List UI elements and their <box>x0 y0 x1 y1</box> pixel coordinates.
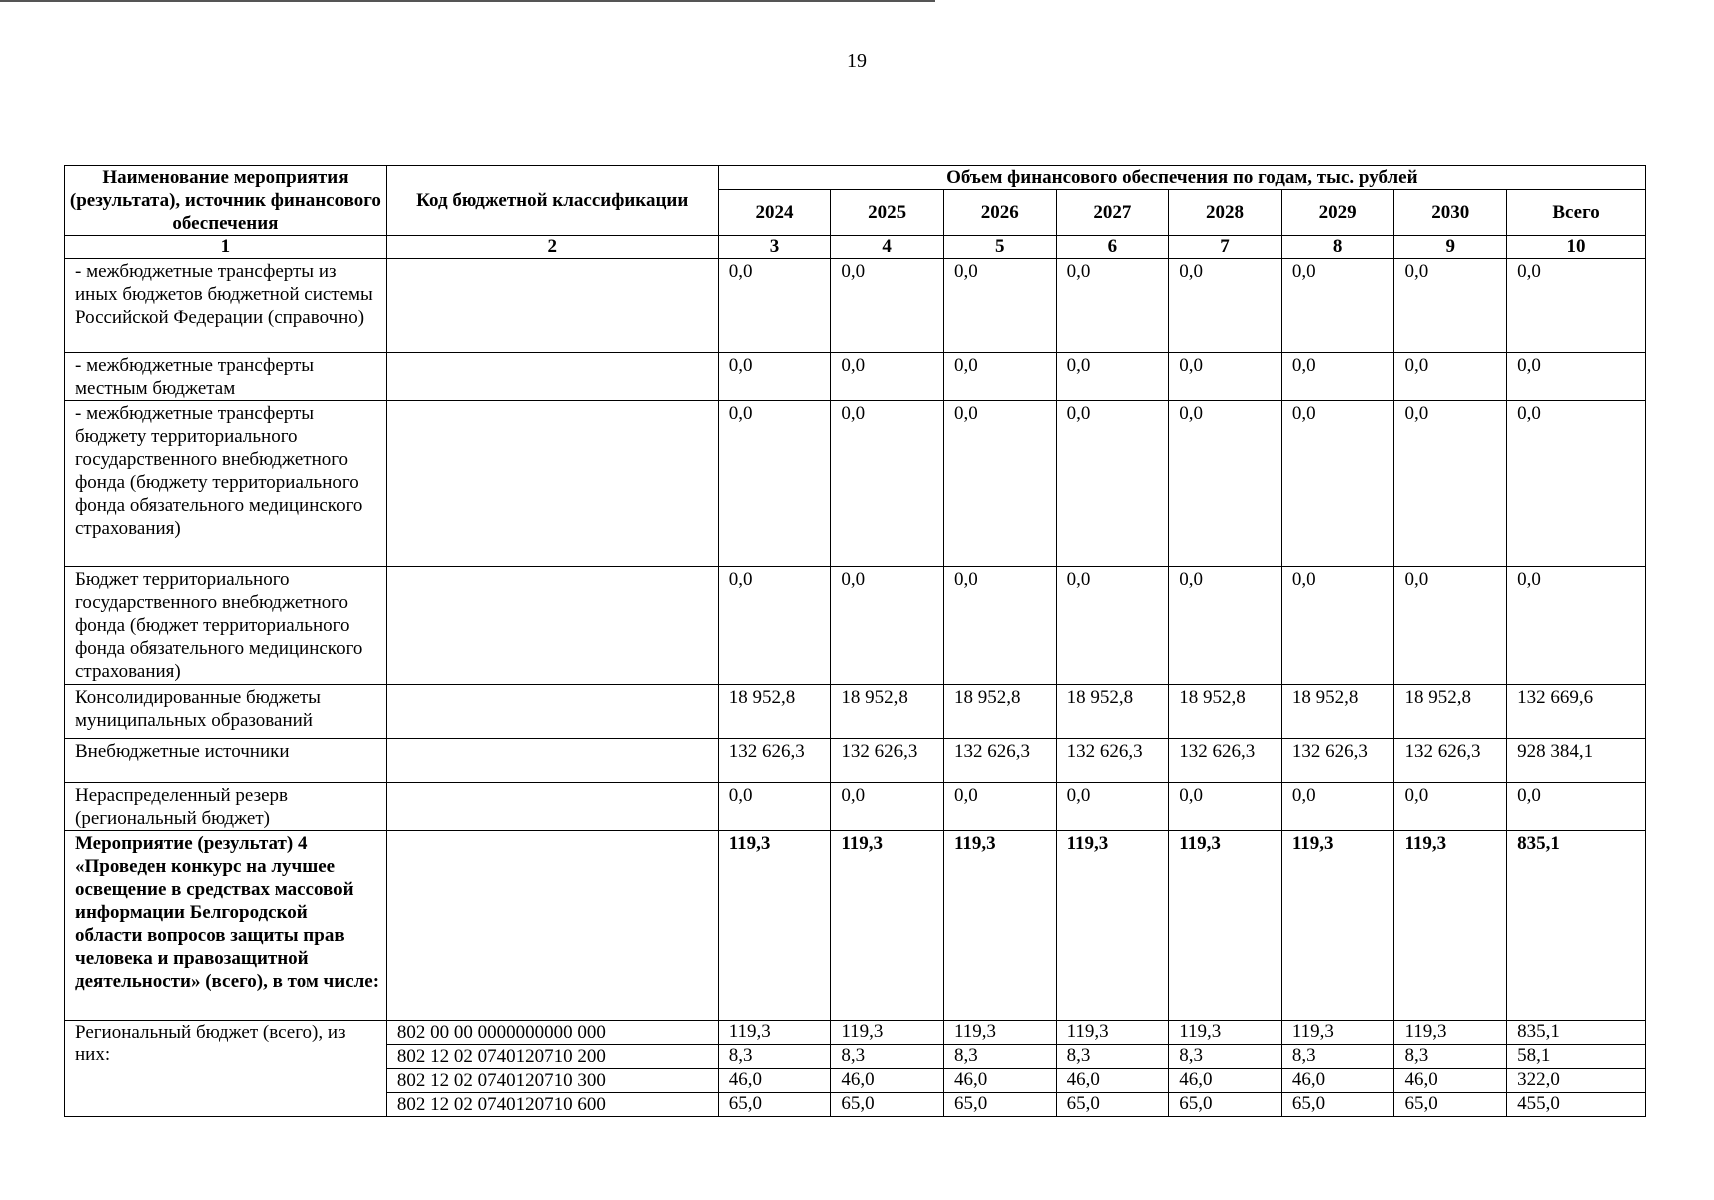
row-code <box>386 739 718 783</box>
row-value: 132 626,3 <box>1169 739 1282 783</box>
row-value: 0,0 <box>1056 401 1169 567</box>
row-value: 0,0 <box>943 567 1056 685</box>
row-value: 119,3 <box>1169 831 1282 1021</box>
row-value: 0,0 <box>718 401 831 567</box>
row-value: 0,0 <box>1169 401 1282 567</box>
row-value: 18 952,8 <box>831 685 944 739</box>
row-value: 0,0 <box>1056 353 1169 401</box>
column-number: 6 <box>1056 236 1169 259</box>
header-total: Всего <box>1507 190 1646 236</box>
row-value: 18 952,8 <box>1169 685 1282 739</box>
row-value: 65,0 <box>1281 1093 1394 1117</box>
row-name: - межбюджетные трансферты из иных бюджетов бюджетной системы Российской Федерации (справочно) <box>65 259 387 353</box>
row-value: 65,0 <box>1056 1093 1169 1117</box>
row-value: 0,0 <box>1394 783 1507 831</box>
row-value: 0,0 <box>1394 353 1507 401</box>
row-value: 119,3 <box>1056 831 1169 1021</box>
row-code <box>386 401 718 567</box>
header-year: 2026 <box>943 190 1056 236</box>
row-value: 0,0 <box>1281 401 1394 567</box>
header-volume-col: Объем финансового обеспечения по годам, тыс. рублей <box>718 166 1645 190</box>
row-value: 0,0 <box>943 353 1056 401</box>
row-value: 0,0 <box>831 401 944 567</box>
row-value: 18 952,8 <box>1281 685 1394 739</box>
header-year: 2025 <box>831 190 944 236</box>
row-name: Консолидированные бюджеты муниципальных образований <box>65 685 387 739</box>
row-code <box>386 831 718 1021</box>
row-value: 0,0 <box>943 783 1056 831</box>
row-value-total: 835,1 <box>1507 831 1646 1021</box>
row-name: Бюджет территориального государственного внебюджетного фонда (бюджет территориального фонда обязательного медицинского страхования) <box>65 567 387 685</box>
row-value: 0,0 <box>1056 567 1169 685</box>
row-value: 0,0 <box>1056 783 1169 831</box>
table-row <box>65 259 1646 353</box>
row-value: 65,0 <box>718 1093 831 1117</box>
column-number: 2 <box>386 236 718 259</box>
row-value: 8,3 <box>718 1045 831 1069</box>
row-value: 0,0 <box>1281 567 1394 685</box>
row-value: 0,0 <box>1169 567 1282 685</box>
row-value-total: 928 384,1 <box>1507 739 1646 783</box>
row-value: 0,0 <box>1281 259 1394 353</box>
row-value: 0,0 <box>1394 401 1507 567</box>
row-value: 46,0 <box>943 1069 1056 1093</box>
row-value: 18 952,8 <box>1056 685 1169 739</box>
row-value: 65,0 <box>1169 1093 1282 1117</box>
row-value-total: 0,0 <box>1507 783 1646 831</box>
row-value: 46,0 <box>1394 1069 1507 1093</box>
row-value: 46,0 <box>1056 1069 1169 1093</box>
row-value: 119,3 <box>1056 1021 1169 1045</box>
row-value-total: 455,0 <box>1507 1093 1646 1117</box>
column-number: 1 <box>65 236 387 259</box>
row-value: 65,0 <box>831 1093 944 1117</box>
row-code: 802 12 02 0740120710 300 <box>386 1069 718 1093</box>
row-value: 0,0 <box>1281 783 1394 831</box>
row-value-total: 0,0 <box>1507 353 1646 401</box>
row-value-total: 0,0 <box>1507 567 1646 685</box>
column-number: 7 <box>1169 236 1282 259</box>
row-value: 132 626,3 <box>1281 739 1394 783</box>
row-name: Нераспределенный резерв (региональный бюджет) <box>65 783 387 831</box>
row-value: 0,0 <box>831 783 944 831</box>
row-value-total: 58,1 <box>1507 1045 1646 1069</box>
row-value: 18 952,8 <box>718 685 831 739</box>
table-row <box>65 783 1646 831</box>
table-row <box>65 831 1646 1021</box>
page-number: 19 <box>847 50 867 72</box>
row-code <box>386 353 718 401</box>
row-value: 8,3 <box>1281 1045 1394 1069</box>
row-value: 18 952,8 <box>943 685 1056 739</box>
table-row <box>65 1021 1646 1045</box>
row-value: 132 626,3 <box>943 739 1056 783</box>
row-value: 132 626,3 <box>718 739 831 783</box>
row-name: Региональный бюджет (всего), из них: <box>65 1021 387 1117</box>
row-value: 0,0 <box>718 567 831 685</box>
row-value: 119,3 <box>718 1021 831 1045</box>
row-value: 119,3 <box>1281 831 1394 1021</box>
header-code-col: Код бюджетной классификации <box>386 166 718 236</box>
header-year: 2027 <box>1056 190 1169 236</box>
row-value: 8,3 <box>1169 1045 1282 1069</box>
row-value: 0,0 <box>831 353 944 401</box>
header-year: 2024 <box>718 190 831 236</box>
table-row <box>65 401 1646 567</box>
header-year: 2028 <box>1169 190 1282 236</box>
row-value: 119,3 <box>943 1021 1056 1045</box>
header-name-col: Наименование мероприятия (результата), источник финансового обеспечения <box>65 166 387 236</box>
row-value: 0,0 <box>831 259 944 353</box>
row-value: 0,0 <box>718 783 831 831</box>
row-value: 119,3 <box>1394 831 1507 1021</box>
budget-table <box>64 165 1646 1117</box>
row-value: 8,3 <box>943 1045 1056 1069</box>
row-value-total: 0,0 <box>1507 259 1646 353</box>
row-code <box>386 783 718 831</box>
row-value: 18 952,8 <box>1394 685 1507 739</box>
row-value: 0,0 <box>1169 783 1282 831</box>
column-number: 9 <box>1394 236 1507 259</box>
row-value: 0,0 <box>831 567 944 685</box>
row-code: 802 12 02 0740120710 200 <box>386 1045 718 1069</box>
row-code: 802 00 00 0000000000 000 <box>386 1021 718 1045</box>
table-row <box>65 353 1646 401</box>
row-value: 0,0 <box>1056 259 1169 353</box>
row-value: 119,3 <box>1394 1021 1507 1045</box>
table-row <box>65 685 1646 739</box>
table-row <box>65 739 1646 783</box>
row-value: 65,0 <box>943 1093 1056 1117</box>
table-row <box>65 567 1646 685</box>
row-value: 8,3 <box>1056 1045 1169 1069</box>
row-value: 0,0 <box>718 353 831 401</box>
row-value: 46,0 <box>1281 1069 1394 1093</box>
row-value: 119,3 <box>831 831 944 1021</box>
row-value: 0,0 <box>943 259 1056 353</box>
row-value: 0,0 <box>718 259 831 353</box>
row-value-total: 835,1 <box>1507 1021 1646 1045</box>
header-year: 2029 <box>1281 190 1394 236</box>
row-value: 132 626,3 <box>1056 739 1169 783</box>
row-code: 802 12 02 0740120710 600 <box>386 1093 718 1117</box>
row-name: - межбюджетные трансферты бюджету территориального государственного внебюджетного фонда (бюджету территориального фонда обязательного медицинского страхования) <box>65 401 387 567</box>
row-code <box>386 685 718 739</box>
row-name: Мероприятие (результат) 4 «Проведен конкурс на лучшее освещение в средствах массовой информации Белгородской области вопросов защиты прав человека и правозащитной деятельности» (всего), в том числе: <box>65 831 387 1021</box>
row-value: 8,3 <box>1394 1045 1507 1069</box>
row-value-total: 0,0 <box>1507 401 1646 567</box>
top-border-line <box>0 0 935 2</box>
column-number: 5 <box>943 236 1056 259</box>
column-number: 8 <box>1281 236 1394 259</box>
row-value-total: 132 669,6 <box>1507 685 1646 739</box>
row-value-total: 322,0 <box>1507 1069 1646 1093</box>
row-value: 0,0 <box>1169 353 1282 401</box>
row-value: 46,0 <box>1169 1069 1282 1093</box>
row-value: 0,0 <box>1281 353 1394 401</box>
row-value: 46,0 <box>718 1069 831 1093</box>
row-value: 119,3 <box>1281 1021 1394 1045</box>
row-value: 65,0 <box>1394 1093 1507 1117</box>
column-number: 3 <box>718 236 831 259</box>
row-value: 0,0 <box>1394 259 1507 353</box>
row-name: Внебюджетные источники <box>65 739 387 783</box>
row-value: 8,3 <box>831 1045 944 1069</box>
row-value: 119,3 <box>943 831 1056 1021</box>
row-value: 0,0 <box>1394 567 1507 685</box>
column-numbers-row <box>65 236 1646 259</box>
row-value: 132 626,3 <box>831 739 944 783</box>
row-value: 132 626,3 <box>1394 739 1507 783</box>
row-value: 46,0 <box>831 1069 944 1093</box>
row-value: 119,3 <box>831 1021 944 1045</box>
row-code <box>386 259 718 353</box>
row-name: - межбюджетные трансферты местным бюджетам <box>65 353 387 401</box>
column-number: 4 <box>831 236 944 259</box>
row-code <box>386 567 718 685</box>
header-year: 2030 <box>1394 190 1507 236</box>
column-number: 10 <box>1507 236 1646 259</box>
row-value: 0,0 <box>943 401 1056 567</box>
row-value: 119,3 <box>1169 1021 1282 1045</box>
row-value: 119,3 <box>718 831 831 1021</box>
row-value: 0,0 <box>1169 259 1282 353</box>
